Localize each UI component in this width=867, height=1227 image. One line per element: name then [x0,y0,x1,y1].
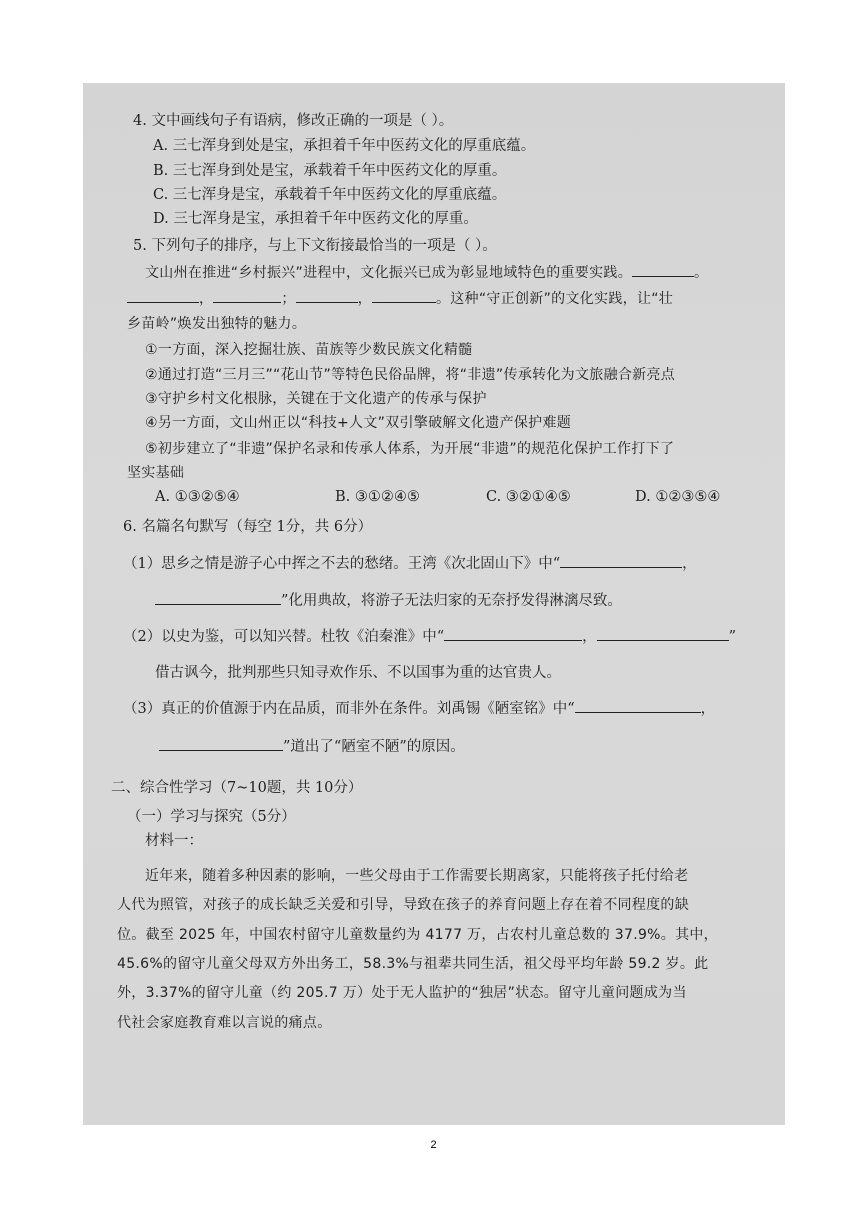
q5-option-a: A. ①③②⑤④ [155,489,240,505]
material-line-2: 人代为照管，对孩子的成长缺乏关爱和引导，导致在孩子的养育问题上存在着不同程度的缺 [117,897,689,913]
q5-passage-line3: 乡苗岭”焕发出独特的魅力。 [127,316,307,332]
q5-sentence-2: ②通过打造“三月三”“花山节”等特色民俗品牌，将“非遗”传承转化为文旅融合新亮点 [145,367,676,383]
q5-blank-4 [296,288,358,303]
q4-option-c: C. 三七浑身是宝，承载着千年中医药文化的厚重底蕴。 [153,187,507,203]
material-line-3: 位。截至 2025 年，中国农村留守儿童数量约为 4177 万，占农村儿童总数的 37.9%。其中， [117,927,718,943]
q4-stem: 4. 文中画线句子有语病，修改正确的一项是（ ）。 [133,113,454,129]
q5-stem: 5. 下列句子的排序，与上下文衔接最恰当的一项是（ ）。 [133,238,497,254]
q6-blank-2 [155,590,281,605]
q6-item1-line2: ”化用典故，将游子无法归家的无奈抒发得淋漓尽致。 [155,590,622,611]
q5-sentence-3: ③守护乡村文化根脉，关键在于文化遗产的传承与保护 [145,391,487,407]
q5-sentence-5-cont: 坚实基础 [127,465,185,481]
q5-passage-line1: 文山州在推进“乡村振兴”进程中，文化振兴已成为彰显地域特色的重要实践。 。 [145,262,708,283]
page-number: 2 [430,1139,437,1151]
q6-item2-line2: 借古讽今，批判那些只知寻欢作乐、不以国事为重的达官贵人。 [155,665,561,681]
q6-blank-3 [444,626,582,641]
q4-option-b: B. 三七浑身到处是宝，承载着千年中医药文化的厚重。 [153,163,507,179]
q5-blank-1 [632,262,694,277]
q5-blank-5 [372,288,436,303]
material-label: 材料一： [145,833,203,849]
q6-blank-5 [575,698,701,713]
material-line-6: 代社会家庭教育难以言说的痛点。 [117,1015,332,1031]
q5-blank-2 [127,288,199,303]
q6-item1-line1: （1）思乡之情是游子心中挥之不去的愁绪。王湾《次北固山下》中“ ， [123,553,697,574]
material-line-5: 外，3.37%的留守儿童（约 205.7 万）处于无人监护的“独居”状态。留守儿童问题成为当 [117,985,687,1001]
q5-option-d: D. ①②③⑤④ [635,489,721,505]
q6-item2-line1: （2）以史为鉴，可以知兴替。杜牧《泊秦淮》中“ ， ” [123,626,736,647]
q4-option-d: D. 三七浑身是宝，承担着千年中医药文化的厚重。 [153,211,478,227]
q5-option-c: C. ③②①④⑤ [486,489,571,505]
q5-sentence-5: ⑤初步建立了“非遗”保护名录和传承人体系，为开展“非遗”的规范化保护工作打下了 [145,441,675,457]
q6-stem: 6. 名篇名句默写（每空 1分，共 6分） [123,519,373,535]
q6-item3-line1: （3）真正的价值源于内在品质，而非外在条件。刘禹锡《陋室铭》中“ ， [123,698,715,719]
q6-blank-4 [597,626,729,641]
q4-option-a: A. 三七浑身到处是宝，承担着千年中医药文化的厚重底蕴。 [153,138,536,154]
scanned-page [83,83,785,1125]
q5-sentence-1: ①一方面，深入挖掘壮族、苗族等少数民族文化精髓 [145,342,473,358]
q6-blank-1 [560,553,682,568]
q6-item3-line2: ”道出了“陋室不陋”的原因。 [159,736,465,757]
section-2-title: 二、综合性学习（7~10题，共 10分） [111,780,363,796]
q5-passage-line2: ， ； ， 。这种“守正创新”的文化实践，让“壮 [127,288,673,309]
q5-sentence-4: ④另一方面，文山州正以“科技+人文”双引擎破解文化遗产保护难题 [145,415,572,431]
q5-option-b: B. ③①②④⑤ [335,489,420,505]
q5-blank-3 [213,288,281,303]
q6-blank-6 [159,736,283,751]
q5-passage-text: 文山州在推进“乡村振兴”进程中，文化振兴已成为彰显地域特色的重要实践。 [145,265,633,281]
section-2-subtitle: （一）学习与探究（5分） [127,809,296,825]
material-line-4: 45.6%的留守儿童父母双方外出务工，58.3%与祖辈共同生活，祖父母平均年龄 59.2 岁。此 [117,956,709,972]
material-line-1: 近年来，随着多种因素的影响，一些父母由于工作需要长期离家，只能将孩子托付给老 [145,868,689,884]
